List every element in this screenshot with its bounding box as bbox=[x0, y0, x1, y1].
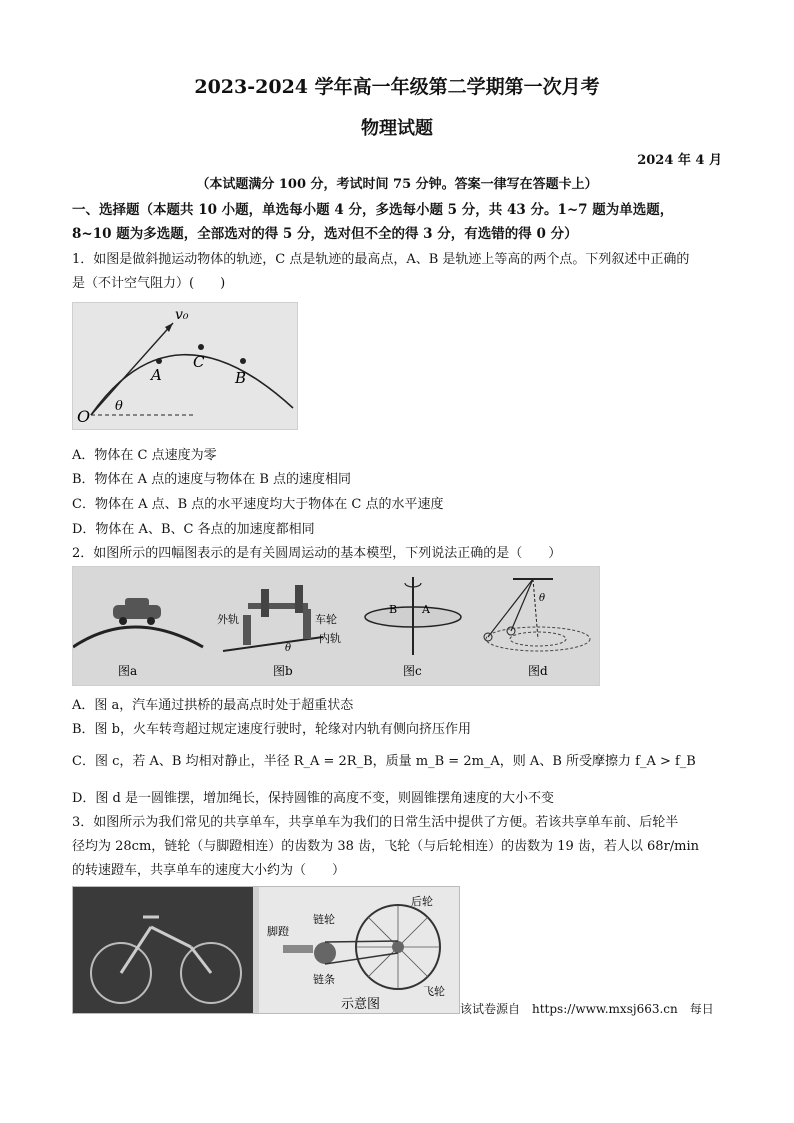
label-pendulum-theta: θ bbox=[539, 593, 546, 604]
projectile-diagram bbox=[73, 303, 297, 429]
inner-rail bbox=[303, 609, 311, 639]
exam-note: （本试题满分 100 分，考试时间 75 分钟。答案一律写在答题卡上） bbox=[196, 177, 598, 192]
q2-option-d: D．图 d 是一圆锥摆，增加绳长，保持圆锥的高度不变，则圆锥摆角速度的大小不变 bbox=[72, 791, 555, 806]
q2-option-c: C．图 c，若 A、B 均相对静止，半径 R_A = 2R_B，质量 m_B = 2m_A，则 A、B 所受摩擦力 f_A > f_B bbox=[72, 754, 696, 769]
bicycle-figure bbox=[72, 886, 460, 1014]
bicycle-diagram bbox=[73, 887, 459, 1013]
q1-stem-line2: 是（不计空气阻力）( ) bbox=[72, 276, 226, 291]
pedal bbox=[283, 945, 313, 953]
car-wheel-rear bbox=[147, 617, 155, 625]
label-pedal: 脚蹬 bbox=[267, 925, 289, 938]
car-body bbox=[113, 605, 161, 619]
flywheel bbox=[392, 941, 404, 953]
label-fig-d: 图d bbox=[528, 664, 548, 678]
q1-option-c: C．物体在 A 点、B 点的水平速度均大于物体在 C 点的水平速度 bbox=[72, 497, 444, 512]
wheel-left bbox=[261, 589, 269, 617]
label-theta: θ bbox=[115, 399, 123, 414]
label-fig-c: 图c bbox=[403, 664, 422, 678]
label-b: B bbox=[235, 369, 247, 387]
chainring bbox=[314, 942, 336, 964]
label-c: C bbox=[193, 353, 205, 371]
chain-top bbox=[325, 941, 398, 942]
wheel-right bbox=[295, 585, 303, 613]
q3-stem-line3: 的转速蹬车，共享单车的速度大小约为（ ） bbox=[72, 863, 346, 878]
label-c-a: A bbox=[422, 603, 430, 616]
label-outer-rail: 外轨 bbox=[217, 613, 239, 626]
q1-option-d: D．物体在 A、B、C 各点的加速度都相同 bbox=[72, 522, 315, 537]
outer-rail bbox=[243, 615, 251, 645]
pendulum-axis bbox=[533, 579, 538, 639]
car-wheel-front bbox=[119, 617, 127, 625]
exam-date: 2024 年 4 月 bbox=[637, 153, 722, 168]
label-schematic: 示意图 bbox=[341, 997, 381, 1012]
label-rail-theta: θ bbox=[285, 643, 292, 654]
exam-title: 2023-2024 学年高一年级第二学期第一次月考 bbox=[194, 76, 600, 98]
q3-stem-line2: 径均为 28cm，链轮（与脚蹬相连）的齿数为 38 齿，飞轮（与后轮相连）的齿数为 19 齿，若人以 68r/min bbox=[72, 839, 700, 854]
label-fig-a: 图a bbox=[118, 664, 138, 678]
q2-option-a: A．图 a，汽车通过拱桥的最高点时处于超重状态 bbox=[72, 698, 354, 713]
section-heading-line2: 8~10 题为多选题，全部选对的得 5 分，选对但不全的得 3 分，有选错的得 0 分） bbox=[72, 226, 578, 242]
label-o: O bbox=[77, 407, 91, 426]
label-c-b: B bbox=[389, 603, 398, 616]
arch-bridge bbox=[73, 627, 203, 647]
q1-option-b: B．物体在 A 点的速度与物体在 B 点的速度相同 bbox=[72, 472, 352, 487]
label-chain: 链条 bbox=[313, 973, 335, 986]
label-chainring: 链轮 bbox=[313, 913, 335, 926]
q2-stem: 2．如图所示的四幅图表示的是有关圆周运动的基本模型，下列说法正确的是（ ） bbox=[72, 546, 562, 561]
subject-title: 物理试题 bbox=[361, 118, 433, 139]
label-rear-wheel: 后轮 bbox=[411, 895, 433, 908]
q2-option-b: B．图 b，火车转弯超过规定速度行驶时，轮缘对内轨有侧向挤压作用 bbox=[72, 722, 472, 737]
label-a: A bbox=[151, 366, 162, 384]
circular-motion-diagram bbox=[73, 567, 599, 685]
point-b-dot bbox=[240, 358, 246, 364]
label-inner-rail: 内轨 bbox=[319, 632, 341, 645]
label-wheel: 车轮 bbox=[315, 613, 337, 626]
pendulum-string bbox=[488, 579, 533, 637]
label-v0: v₀ bbox=[175, 307, 189, 323]
pendulum-string-2 bbox=[511, 579, 533, 631]
point-c-dot bbox=[198, 344, 204, 350]
rail-slope bbox=[223, 637, 323, 651]
q1-stem-line1: 1．如图是做斜抛运动物体的轨迹，C 点是轨迹的最高点，A、B 是轨迹上等高的两个点。下列叙述中正确的 bbox=[72, 252, 690, 267]
label-fig-b: 图b bbox=[273, 664, 293, 678]
q3-stem-line1: 3．如图所示为我们常见的共享单车，共享单车为我们的日常生活中提供了方便。若该共享单车前、后轮半 bbox=[72, 815, 679, 830]
projectile-figure bbox=[72, 302, 298, 430]
car-roof bbox=[125, 598, 149, 607]
q1-option-a: A．物体在 C 点速度为零 bbox=[72, 448, 217, 463]
source-footer: 该试卷源自 https://www.mxsj663.cn 每日 bbox=[460, 1002, 714, 1016]
label-flywheel: 飞轮 bbox=[423, 985, 445, 998]
section-heading-line1: 一、选择题（本题共 10 小题，单选每小题 4 分，多选每小题 5 分，共 43 分。1~7 题为单选题， bbox=[72, 202, 674, 218]
circular-motion-figure bbox=[72, 566, 600, 686]
point-a-dot bbox=[156, 358, 162, 364]
